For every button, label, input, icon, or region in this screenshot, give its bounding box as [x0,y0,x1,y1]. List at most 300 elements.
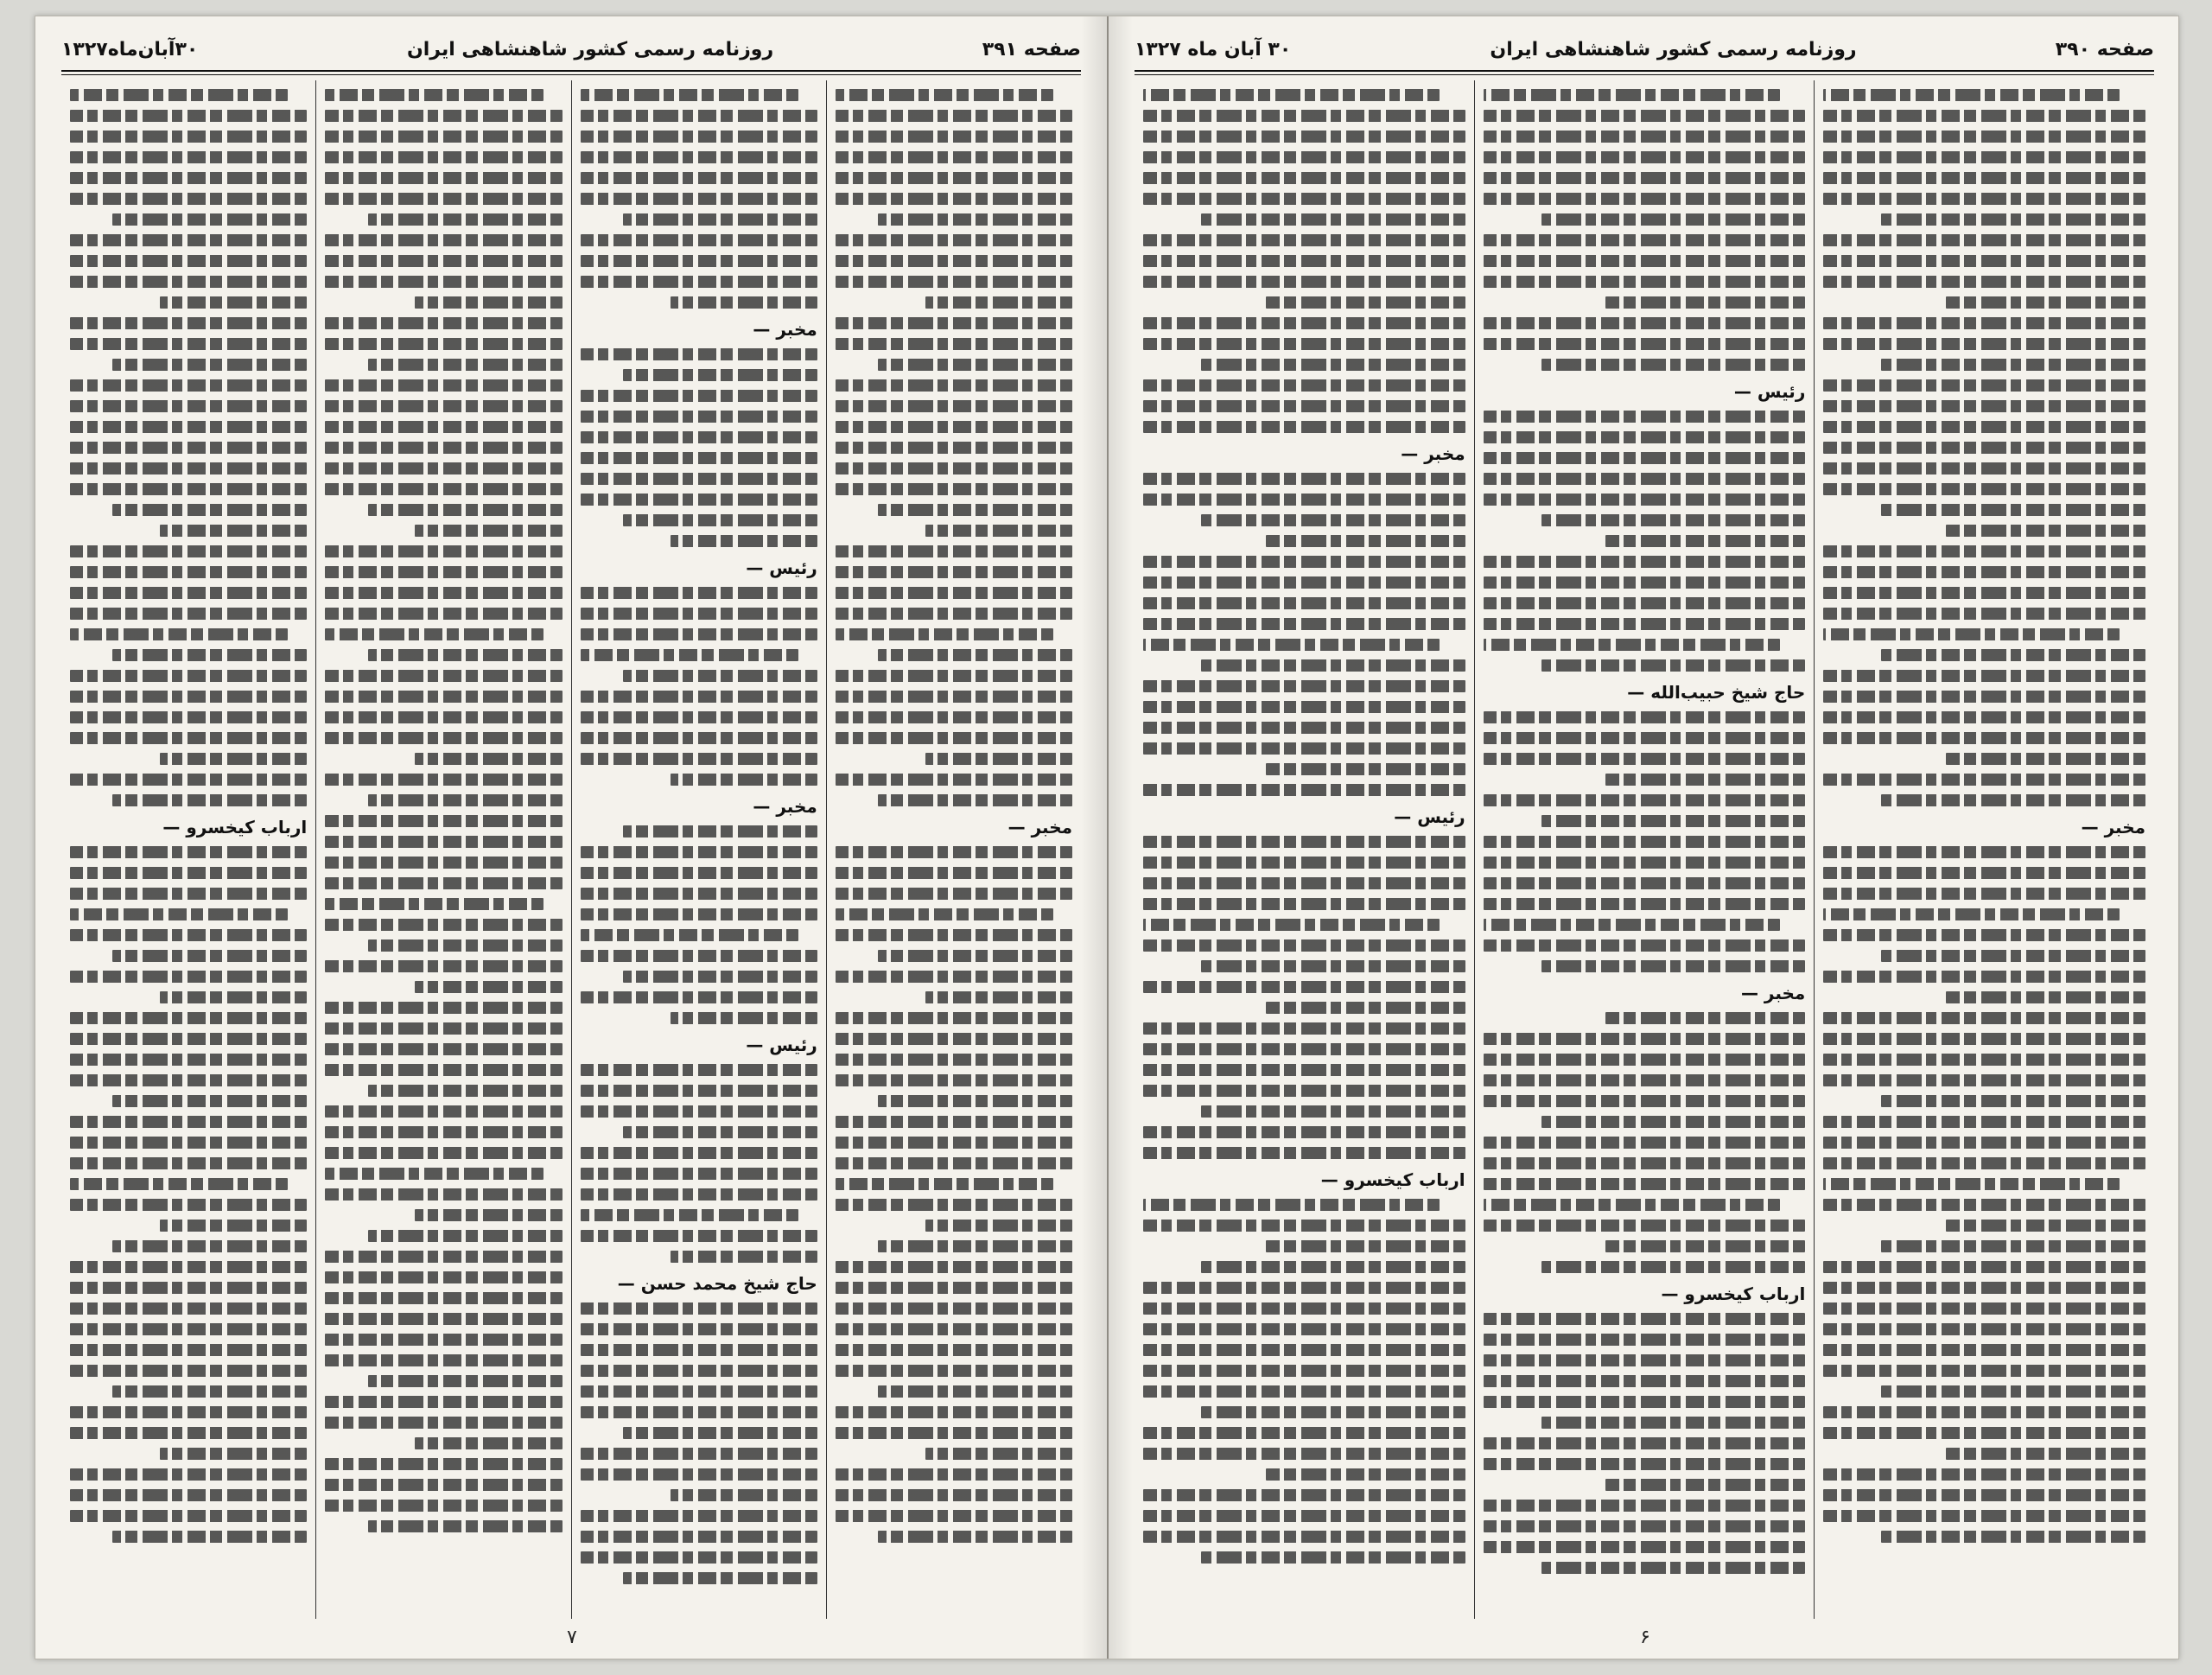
text-line [836,545,1072,557]
text-line [1823,846,2145,858]
text-line [671,296,817,309]
speaker-heading: ارباب کیخسرو — [1661,1283,1806,1304]
left-page [35,16,1107,1659]
text-line [70,462,307,474]
text-line [70,929,307,941]
text-line [1484,1354,1806,1366]
left-col-2 [571,80,826,1619]
text-line [581,193,817,205]
text-line [1605,774,1805,786]
text-line [368,1520,563,1532]
text-line [836,317,1072,329]
text-line [368,504,563,516]
text-line [1201,1105,1465,1118]
text-line [1143,421,1465,433]
text-line [1881,1385,2145,1398]
text-line [1143,722,1465,734]
text-line [581,1209,798,1221]
text-line [1823,1178,2120,1190]
left-page-date: ۳۰آبان‌ماه۱۳۲۷ [61,38,199,61]
text-line [1201,1551,1465,1564]
text-line [836,732,1072,744]
text-line [70,338,307,350]
text-line [70,1302,307,1315]
text-line [836,193,1072,205]
text-line [581,691,817,703]
text-line [1201,960,1465,972]
text-line [1823,338,2145,350]
text-line [1823,151,2145,163]
text-line [325,421,562,433]
text-line [1946,296,2145,309]
text-line [1143,981,1465,993]
text-line [1201,1261,1465,1273]
text-line [1143,1385,1465,1398]
text-line [70,483,307,495]
text-line [325,1313,562,1325]
text-line [70,421,307,433]
text-line [1823,1406,2145,1418]
text-line [836,1427,1072,1439]
text-line [1143,1199,1440,1211]
text-line [415,1209,562,1221]
text-line [1823,732,2145,744]
text-line [1143,1427,1465,1439]
text-line [623,369,817,381]
text-line [368,1230,563,1242]
text-line [325,1043,562,1055]
text-line [70,1137,307,1149]
text-line [1484,276,1806,288]
text-line [1484,1458,1806,1470]
text-line [925,296,1072,309]
text-line [836,338,1072,350]
text-line [1484,1541,1806,1553]
text-line [878,213,1072,226]
text-line [112,1531,307,1543]
text-line [836,628,1053,640]
text-line [836,1157,1072,1169]
text-line [1823,908,2120,920]
text-line [1484,939,1806,952]
text-line [1823,691,2145,703]
text-line [325,857,562,869]
text-line [1143,255,1465,267]
text-line [325,1479,562,1491]
text-line [1823,628,2120,640]
text-line [160,991,307,1003]
text-line [671,774,817,786]
text-line [581,411,817,423]
text-line [878,1385,1072,1398]
text-line [581,587,817,599]
text-line [415,296,562,309]
text-line [581,1105,817,1118]
text-line [581,649,798,661]
text-line [836,711,1072,723]
text-line [836,1137,1072,1149]
text-line [925,525,1072,537]
left-header-rule [61,70,1081,75]
text-line [836,462,1072,474]
text-line [581,1385,817,1398]
right-page-date: ۳۰ آبان ماه ۱۳۲۷ [1135,38,1292,61]
text-line [1484,1313,1806,1325]
right-page-header [1135,32,2154,67]
right-page-footer-number: ۶ [1640,1627,1650,1648]
text-line [1484,1500,1806,1512]
text-line [581,172,817,184]
text-line [836,151,1072,163]
text-line [112,1385,307,1398]
speaker-heading: حاج شیخ محمد حسن — [617,1273,817,1294]
text-line [836,1033,1072,1045]
text-line [1143,1531,1465,1543]
text-line [70,89,288,101]
text-line [415,753,562,765]
text-line [1823,1199,2145,1211]
text-line [836,1344,1072,1356]
text-line [1823,545,2145,557]
text-line [1143,857,1465,869]
text-line [1484,1375,1806,1387]
text-line [1605,1479,1805,1491]
right-col-2 [1474,80,1815,1619]
text-line [368,1375,563,1387]
text-line [1143,1365,1465,1377]
text-line [623,514,817,526]
left-col-3 [315,80,570,1619]
text-line [1823,1054,2145,1066]
text-line [415,525,562,537]
text-line [1484,732,1806,744]
text-line [1823,888,2145,900]
text-line [325,338,562,350]
text-line [1143,1220,1465,1232]
text-line [581,431,817,443]
left-page-title: روزنامه رسمی کشور شاهنشاهی ایران [406,38,774,61]
right-page [1109,16,2180,1659]
text-line [581,732,817,744]
text-line [1143,1323,1465,1335]
text-line [1266,1468,1465,1481]
text-line [581,1064,817,1076]
text-line [1484,919,1780,931]
text-line [1484,753,1806,765]
text-line [1823,110,2145,122]
text-line [1605,1012,1805,1024]
text-line [581,1302,817,1315]
text-line [878,1095,1072,1107]
text-line [1143,877,1465,889]
text-line [1823,1344,2145,1356]
text-line [1201,514,1465,526]
text-line [1823,89,2120,101]
text-line [368,939,563,952]
text-line [1484,151,1806,163]
text-line [112,504,307,516]
text-line [836,276,1072,288]
text-line [836,867,1072,879]
text-line [1823,276,2145,288]
text-line [581,846,817,858]
text-line [1541,359,1806,371]
text-line [1881,213,2145,226]
text-line [1143,784,1465,796]
text-line [1143,1510,1465,1522]
text-line [581,711,817,723]
speaker-heading: مخبر — [1401,443,1465,464]
text-line [70,670,307,682]
text-line [112,649,307,661]
text-line [70,888,307,900]
text-line [1823,1282,2145,1294]
text-line [325,1168,543,1180]
text-line [1484,255,1806,267]
text-line [1823,1157,2145,1169]
right-header-rule [1135,70,2154,75]
text-line [1266,763,1465,775]
text-line [112,213,307,226]
text-line [70,608,307,620]
text-line [836,774,1072,786]
text-line [1484,639,1780,651]
text-line [836,1199,1072,1211]
text-line [878,1240,1072,1252]
text-line [1605,535,1805,547]
text-line [581,494,817,506]
text-line [1266,1002,1465,1014]
text-line [70,255,307,267]
text-line [581,1188,817,1201]
text-line [1201,659,1465,672]
text-line [581,1365,817,1377]
text-line [1823,1510,2145,1522]
text-line [1484,494,1806,506]
text-line [581,1147,817,1159]
text-line [325,1417,562,1429]
text-line [112,950,307,962]
text-line [1484,1220,1806,1232]
text-line [581,1168,817,1180]
text-line [1484,110,1806,122]
text-line [325,919,562,931]
text-line [1484,1199,1780,1211]
text-line [671,1489,817,1501]
text-line [1823,1302,2145,1315]
text-line [1881,1095,2145,1107]
text-line [70,379,307,392]
text-line [325,545,562,557]
text-line [1143,338,1465,350]
text-line [836,608,1072,620]
text-line [1823,1116,2145,1128]
text-line [581,1551,817,1564]
text-line [325,1022,562,1035]
text-line [70,193,307,205]
text-line [836,379,1072,392]
text-line [581,929,798,941]
text-line [70,1323,307,1335]
text-line [1823,442,2145,454]
text-line [160,753,307,765]
text-line [671,1251,817,1263]
text-line [1484,556,1806,568]
text-line [70,1365,307,1377]
text-line [1143,172,1465,184]
text-line [112,794,307,806]
text-line [70,400,307,412]
text-line [1484,1437,1806,1449]
text-line [325,1126,562,1138]
text-line [325,255,562,267]
text-line [70,711,307,723]
text-line [878,950,1072,962]
text-line [112,1240,307,1252]
text-line [581,1085,817,1097]
text-line [1541,960,1806,972]
text-line [1484,431,1806,443]
text-line [1881,794,2145,806]
text-line [1823,1074,2145,1086]
text-line [70,691,307,703]
text-line [160,296,307,309]
text-line [70,317,307,329]
text-line [325,587,562,599]
text-line [325,1147,562,1159]
text-line [70,1468,307,1481]
text-line [1143,1126,1465,1138]
text-line [1484,1157,1806,1169]
text-line [1143,494,1465,506]
text-line [1946,525,2145,537]
text-line [836,234,1072,246]
text-line [325,151,562,163]
text-line [325,1271,562,1283]
text-line [325,1292,562,1304]
text-line [623,213,817,226]
text-line [70,1178,288,1190]
text-line [836,846,1072,858]
text-line [325,462,562,474]
text-line [1484,234,1806,246]
text-line [581,908,817,920]
text-line [1823,1261,2145,1273]
text-line [1143,89,1440,101]
text-line [1143,379,1465,392]
text-line [1823,670,2145,682]
text-line [1143,1147,1465,1159]
text-line [581,89,798,101]
text-line [925,1220,1072,1232]
text-line [70,1033,307,1045]
text-line [70,1012,307,1024]
text-line [70,1489,307,1501]
text-line [70,1261,307,1273]
text-line [581,1531,817,1543]
text-line [836,400,1072,412]
text-line [581,1230,817,1242]
text-line [1484,131,1806,143]
text-line [1541,1417,1806,1429]
text-line [836,110,1072,122]
text-line [325,1500,562,1512]
text-line [1143,597,1465,609]
text-line [1143,473,1465,485]
text-line [1484,89,1780,101]
text-line [581,348,817,360]
text-line [1881,504,2145,516]
text-line [1484,317,1806,329]
text-line [581,991,817,1003]
text-line [1881,1240,2145,1252]
text-line [1143,898,1465,910]
text-line [1823,1323,2145,1335]
text-line [70,1344,307,1356]
text-line [1143,618,1465,630]
text-line [325,1458,562,1470]
text-line [325,400,562,412]
text-line [1484,597,1806,609]
text-line [1541,1562,1806,1574]
text-line [1823,774,2145,786]
text-line [836,1012,1072,1024]
text-line [581,452,817,464]
text-line [70,908,288,920]
text-line [325,898,543,910]
text-line [325,172,562,184]
text-line [1143,1022,1465,1035]
text-line [1881,950,2145,962]
text-line [1484,473,1806,485]
text-line [1143,317,1465,329]
text-line [836,1489,1072,1501]
speaker-heading: رئیس — [746,557,817,578]
text-line [1143,1064,1465,1076]
text-line [1143,1448,1465,1460]
text-line [1823,1137,2145,1149]
text-line [70,1427,307,1439]
text-line [1484,1396,1806,1408]
text-line [623,971,817,983]
text-line [581,608,817,620]
text-line [1823,1489,2145,1501]
speaker-heading: ارباب کیخسرو — [162,817,308,838]
speaker-heading: حاج شیخ حبیب‌الله — [1627,682,1806,703]
text-line [1605,1240,1805,1252]
text-line [70,1510,307,1522]
text-line [1143,234,1465,246]
text-line [325,608,562,620]
text-line [1484,898,1806,910]
text-line [836,1365,1072,1377]
text-line [1143,576,1465,589]
text-line [836,1468,1072,1481]
text-line [1266,1240,1465,1252]
text-line [1484,452,1806,464]
text-line [325,628,543,640]
text-line [1143,1043,1465,1055]
text-line [325,732,562,744]
text-line [1484,1033,1806,1045]
right-page-title: روزنامه رسمی کشور شاهنشاهی ایران [1490,38,1857,61]
text-line [70,867,307,879]
text-line [1823,234,2145,246]
text-line [1823,193,2145,205]
text-line [1484,794,1806,806]
speaker-heading: ارباب کیخسرو — [1320,1169,1465,1190]
text-line [325,1105,562,1118]
